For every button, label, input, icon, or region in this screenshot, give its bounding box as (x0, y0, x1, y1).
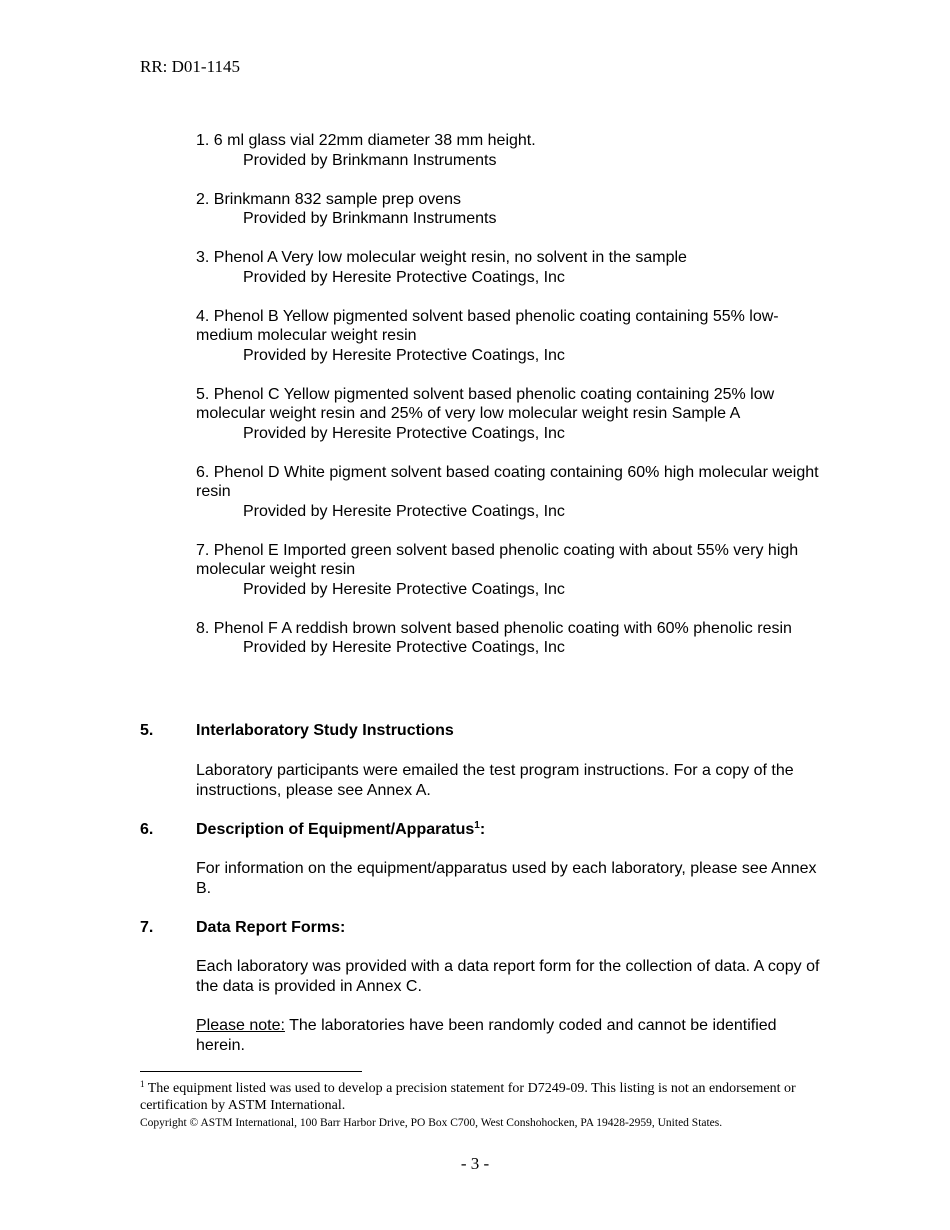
footnote-text: The equipment listed was used to develop a precision statement for D7249-09. This listing is not an endorsement or certification by ASTM International. (140, 1081, 796, 1113)
material-provider: Provided by Heresite Protective Coatings, Inc (243, 268, 565, 286)
section-title-colon: : (479, 821, 486, 838)
material-provider: Provided by Heresite Protective Coatings, Inc (243, 580, 565, 598)
footnote-mark: 1 (140, 1079, 145, 1089)
section-5-body: Laboratory participants were emailed the test program instructions. For a copy of the instructions, please see Annex A. (196, 762, 794, 799)
material-provider: Provided by Heresite Protective Coatings, Inc (243, 346, 565, 364)
list-item (196, 541, 821, 600)
material-provider: Provided by Brinkmann Instruments (243, 151, 497, 169)
material-provider: Provided by Heresite Protective Coatings, Inc (243, 502, 565, 520)
section-7-body: Each laboratory was provided with a data report form for the collection of data. A copy of the data is provided in Annex C. (196, 958, 820, 995)
material-description: 2. Brinkmann 832 sample prep ovens (196, 190, 462, 208)
material-provider: Provided by Heresite Protective Coatings, Inc (243, 639, 565, 656)
list-item (196, 248, 821, 287)
material-provider: Provided by Heresite Protective Coatings, Inc (243, 424, 565, 442)
section-title: Data Report Forms: (196, 919, 346, 936)
list-item (196, 190, 821, 229)
section-6-body: For information on the equipment/apparatus used by each laboratory, please see Annex B. (196, 860, 817, 897)
section-7-note (196, 1016, 821, 1055)
material-description: 7. Phenol E Imported green solvent based phenolic coating with about 55% very high molecular weight resin (196, 541, 799, 578)
material-description: 8. Phenol F A reddish brown solvent based phenolic coating with 60% phenolic resin (196, 619, 792, 637)
section-number: 6. (140, 821, 154, 838)
section-title-text: Description of Equipment/Apparatus (196, 821, 475, 838)
material-description: 3. Phenol A Very low molecular weight resin, no solvent in the sample (196, 249, 687, 266)
footnote (140, 1080, 800, 1114)
section-title (196, 820, 485, 840)
page-number: - 3 - (460, 1154, 490, 1173)
copyright-notice: Copyright © ASTM International, 100 Barr Harbor Drive, PO Box C700, West Conshohocken, PA 19428-2959, United States. (140, 1117, 723, 1129)
materials-list (196, 131, 821, 677)
footnote-divider (140, 1071, 362, 1072)
list-item (196, 463, 821, 522)
note-text: The laboratories have been randomly coded and cannot be identified herein. (196, 1017, 777, 1054)
section-number: 5. (140, 722, 154, 739)
material-description: 6. Phenol D White pigment solvent based coating containing 60% high molecular weight resin (196, 463, 819, 500)
section-title: Interlaboratory Study Instructions (196, 722, 454, 739)
footnote-reference[interactable]: 1 (474, 820, 480, 831)
note-label: Please note: (196, 1017, 285, 1034)
list-item (196, 619, 821, 658)
list-item (196, 385, 821, 444)
material-description: 4. Phenol B Yellow pigmented solvent based phenolic coating containing 55% low-medium molecular weight resin (196, 307, 779, 344)
section-number: 7. (140, 919, 154, 936)
material-description: 5. Phenol C Yellow pigmented solvent based phenolic coating containing 25% low molecular weight resin and 25% of very low molecular weight resin Sample A (196, 385, 775, 422)
list-item (196, 131, 821, 170)
report-reference-header: RR: D01-1145 (140, 57, 240, 76)
list-item (196, 307, 821, 366)
material-provider: Provided by Brinkmann Instruments (243, 210, 497, 227)
material-description: 1. 6 ml glass vial 22mm diameter 38 mm height. (196, 132, 536, 149)
